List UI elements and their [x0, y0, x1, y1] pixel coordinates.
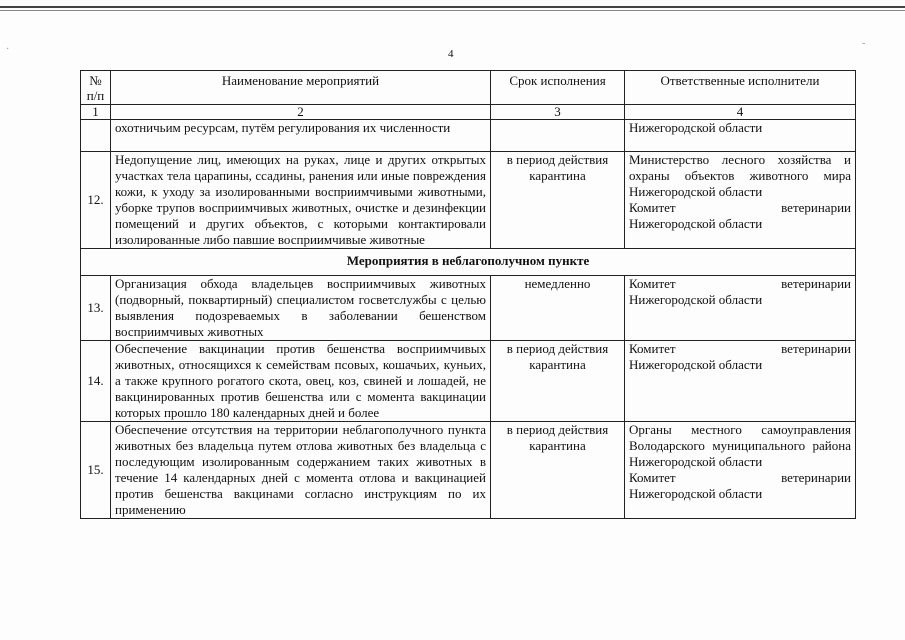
row-deadline: в период действия карантина	[491, 422, 625, 519]
col-number-2: 2	[111, 105, 491, 120]
top-border-line	[0, 6, 905, 8]
row-deadline: в период действия карантина	[491, 341, 625, 422]
header-responsible: Ответственные исполнители	[625, 71, 856, 105]
responsible-line: Комитет ветеринарии	[629, 276, 851, 291]
scan-speck: -	[862, 38, 866, 49]
table-header-row	[81, 71, 856, 105]
row-responsible	[625, 422, 856, 519]
responsible-line: Нижегородской области	[629, 486, 763, 501]
responsible-line: Нижегородской области	[629, 120, 763, 135]
section-row	[81, 249, 856, 276]
responsible-line: Органы местного самоуправления Володарского муниципального района Нижегородской области	[629, 422, 851, 469]
table-row	[81, 120, 856, 152]
row-responsible	[625, 276, 856, 341]
header-number: № п/п	[81, 71, 111, 105]
row-number: 15.	[81, 422, 111, 519]
col-number-1: 1	[81, 105, 111, 120]
measures-table	[80, 70, 856, 519]
top-border-line-thin	[0, 10, 905, 11]
responsible-line: Комитет ветеринарии	[629, 470, 851, 485]
responsible-line: Министерство лесного хозяйства и охраны объектов животного мира Нижегородской области	[629, 152, 851, 199]
row-responsible	[625, 152, 856, 249]
row-description: Организация обхода владельцев восприимчивых животных (подворный, поквартирный) специалистом госветслужбы с целью выявления подозреваемых в заболевании бешенством восприимчивых животных	[111, 276, 491, 341]
column-number-row	[81, 105, 856, 120]
header-name: Наименование мероприятий	[111, 71, 491, 105]
page-number: 4	[448, 48, 454, 60]
row-deadline: в период действия карантина	[491, 152, 625, 249]
row-number	[81, 120, 111, 152]
row-deadline: немедленно	[491, 276, 625, 341]
row-description: Обеспечение вакцинации против бешенства восприимчивых животных, относящихся к семействам псовых, кошачьих, куньих, а также крупного рогатого скота, овец, коз, свиней и лошадей, не вакцинированных против бешенства или с момента вакцинации которых прошло 180 календарных дней и более	[111, 341, 491, 422]
table-row	[81, 422, 856, 519]
scan-speck: ·	[6, 44, 10, 55]
row-number: 14.	[81, 341, 111, 422]
table-row	[81, 152, 856, 249]
responsible-line: Нижегородской области	[629, 357, 763, 372]
row-responsible	[625, 120, 856, 152]
row-number: 13.	[81, 276, 111, 341]
table-row	[81, 341, 856, 422]
table-row	[81, 276, 856, 341]
responsible-line: Нижегородской области	[629, 292, 763, 307]
header-deadline: Срок исполнения	[491, 71, 625, 105]
col-number-3: 3	[491, 105, 625, 120]
row-responsible	[625, 341, 856, 422]
row-description: Недопущение лиц, имеющих на руках, лице и других открытых участках тела царапины, ссадины, ранения или иные повреждения кожи, к уходу за изолированными восприимчивыми животными, уборке трупов восприимчивых животных, очистке и дезинфекции помещений и других объектов, с которыми контактировали изолированные либо павшие восприимчивые животные	[111, 152, 491, 249]
responsible-line: Нижегородской области	[629, 216, 763, 231]
row-number: 12.	[81, 152, 111, 249]
col-number-4: 4	[625, 105, 856, 120]
row-deadline	[491, 120, 625, 152]
responsible-line: Комитет ветеринарии	[629, 341, 851, 356]
row-description: Обеспечение отсутствия на территории неблагополучного пункта животных без владельца путем отлова животных без владельца с последующим изолированным содержанием таких животных в течение 14 календарных дней с момента отлова и вакцинацией против бешенства вакцинами согласно инструкциям по их применению	[111, 422, 491, 519]
responsible-line: Комитет ветеринарии	[629, 200, 851, 215]
section-title: Мероприятия в неблагополучном пункте	[81, 249, 856, 276]
row-description: охотничьим ресурсам, путём регулирования их численности	[111, 120, 491, 152]
